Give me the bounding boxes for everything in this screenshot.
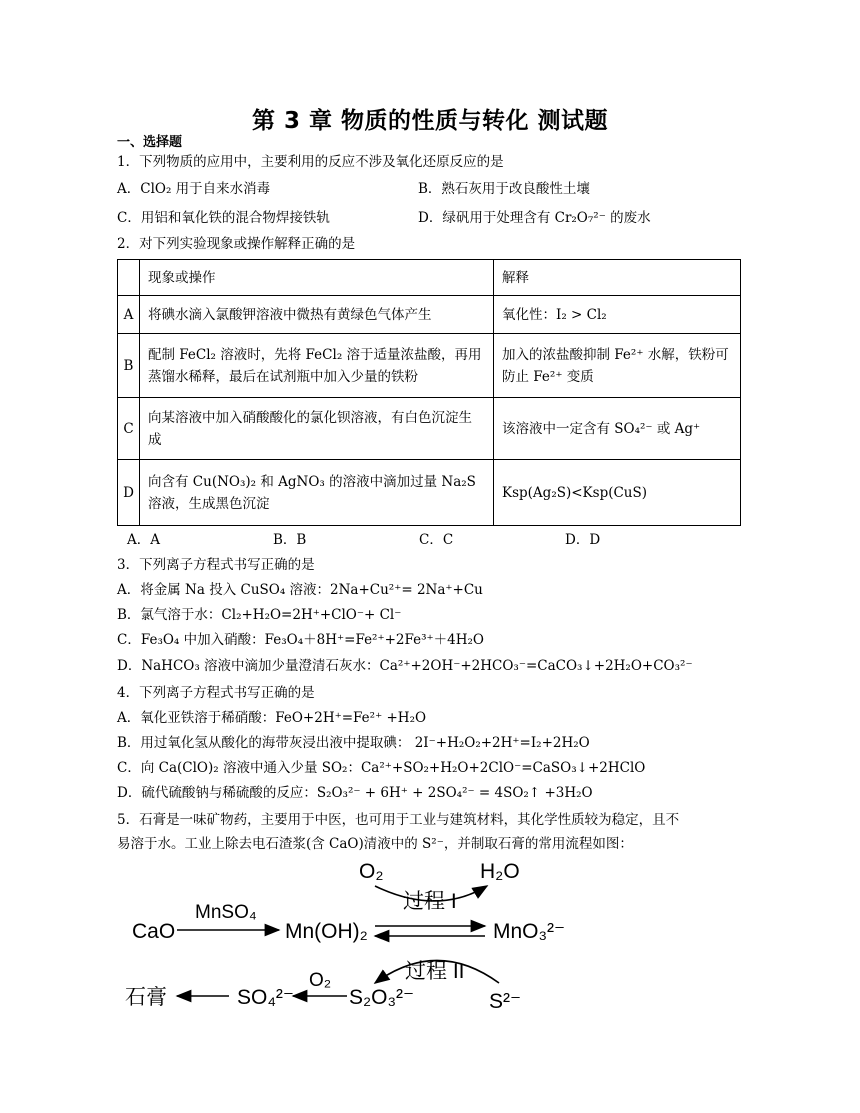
diagram-gypsum-label: 石膏 (125, 986, 167, 1009)
q5-stem-line2: 易溶于水。工业上除去电石渣浆(含 CaO)清液中的 S²⁻，并制取石膏的常用流程如图： (117, 836, 633, 852)
table-header-row (118, 260, 741, 296)
table-header-empty (118, 260, 140, 296)
row-phenomenon: 配制 FeCl₂ 溶液时，先将 FeCl₂ 溶于适量浓盐酸，再用蒸馏水稀释，最后在试剂瓶中加入少量的铁粉 (140, 334, 494, 398)
row-explanation: 氧化性：I₂ > Cl₂ (494, 296, 741, 334)
diagram-o2-bottom-label: O₂ (309, 970, 332, 991)
q4-option-a: A．氧化亚铁溶于稀硝酸：FeO+2H⁺=Fe²⁺ +H₂O (117, 710, 427, 726)
diagram-o2-top-label: O₂ (359, 860, 384, 883)
diagram-cao-label: CaO (132, 920, 176, 943)
page-title: 第 3 章 物质的性质与转化 测试题 (251, 108, 609, 134)
q3-option-c: C．Fe₃O₄ 中加入硝酸：Fe₃O₄＋8H⁺=Fe²⁺+2Fe³⁺＋4H₂O (117, 632, 484, 648)
row-label: B (118, 334, 140, 398)
row-explanation: 该溶液中一定含有 SO₄²⁻ 或 Ag⁺ (494, 398, 741, 460)
row-phenomenon: 向某溶液中加入硝酸酸化的氯化钡溶液，有白色沉淀生成 (140, 398, 494, 460)
q1-stem: 1．下列物质的应用中，主要利用的反应不涉及氧化还原反应的是 (117, 154, 504, 170)
table-header-phenomenon: 现象或操作 (140, 260, 494, 296)
q1-option-a: A．ClO₂ 用于自来水消毒 (117, 181, 271, 197)
q3-option-b: B．氯气溶于水：Cl₂+H₂O=2H⁺+ClO⁻+ Cl⁻ (117, 607, 402, 623)
diagram-s2-label: S²⁻ (489, 990, 522, 1013)
process-flow-diagram (117, 858, 577, 1013)
q4-option-b: B．用过氧化氢从酸化的海带灰浸出液中提取碘： 2I⁻+H₂O₂+2H⁺=I₂+2H₂O (117, 735, 590, 751)
diagram-process2-label: 过程 II (405, 960, 465, 983)
table-row (118, 334, 741, 398)
row-phenomenon: 向含有 Cu(NO₃)₂ 和 AgNO₃ 的溶液中滴加过量 Na₂S 溶液，生成黑色沉淀 (140, 460, 494, 526)
q2-option-a: A．A (127, 532, 160, 548)
q2-stem: 2．对下列实验现象或操作解释正确的是 (117, 236, 356, 252)
row-label: C (118, 398, 140, 460)
q2-option-d: D．D (565, 532, 601, 548)
diagram-mno3-label: MnO₃²⁻ (493, 920, 566, 943)
q4-option-d: D．硫代硫酸钠与稀硫酸的反应：S₂O₃²⁻ + 6H⁺ + 2SO₄²⁻ = 4SO₂↑ +3H₂O (117, 785, 593, 801)
q3-stem: 3．下列离子方程式书写正确的是 (117, 557, 315, 573)
q4-option-c: C．向 Ca(ClO)₂ 溶液中通入少量 SO₂：Ca²⁺+SO₂+H₂O+2ClO⁻=CaSO₃↓+2HClO (117, 760, 646, 776)
q2-table (117, 259, 741, 526)
row-label: A (118, 296, 140, 334)
q1-option-b: B．熟石灰用于改良酸性土壤 (418, 181, 590, 197)
q2-option-b: B．B (273, 532, 307, 548)
table-row (118, 296, 741, 334)
q5-stem-line1: 5．石膏是一味矿物药，主要用于中医，也可用于工业与建筑材料，其化学性质较为稳定，且不 (117, 812, 680, 828)
row-explanation: 加入的浓盐酸抑制 Fe²⁺ 水解，铁粉可防止 Fe²⁺ 变质 (494, 334, 741, 398)
table-row (118, 460, 741, 526)
q3-option-d: D．NaHCO₃ 溶液中滴加少量澄清石灰水：Ca²⁺+2OH⁻+2HCO₃⁻=CaCO₃↓+2H₂O+CO₃²⁻ (117, 658, 693, 674)
row-explanation: Ksp(Ag₂S)<Ksp(CuS) (494, 460, 741, 526)
row-phenomenon: 将碘水滴入氯酸钾溶液中微热有黄绿色气体产生 (140, 296, 494, 334)
table-header-explanation: 解释 (494, 260, 741, 296)
diagram-s2o3-label: S₂O₃²⁻ (349, 986, 415, 1009)
section-heading: 一、选择题 (117, 135, 183, 150)
q4-stem: 4．下列离子方程式书写正确的是 (117, 685, 315, 701)
diagram-mnoh2-label: Mn(OH)₂ (285, 920, 368, 943)
diagram-h2o-label: H₂O (480, 860, 520, 883)
table-row (118, 398, 741, 460)
diagram-mnso4-label: MnSO₄ (195, 902, 257, 923)
q1-option-d: D．绿矾用于处理含有 Cr₂O₇²⁻ 的废水 (418, 210, 651, 226)
row-label: D (118, 460, 140, 526)
q2-option-c: C．C (419, 532, 454, 548)
diagram-so4-label: SO₄²⁻ (237, 986, 294, 1009)
q1-option-c: C．用铝和氧化铁的混合物焊接铁轨 (117, 210, 330, 226)
q3-option-a: A．将金属 Na 投入 CuSO₄ 溶液：2Na+Cu²⁺= 2Na⁺+Cu (117, 582, 483, 598)
diagram-process1-label: 过程 I (403, 890, 457, 913)
